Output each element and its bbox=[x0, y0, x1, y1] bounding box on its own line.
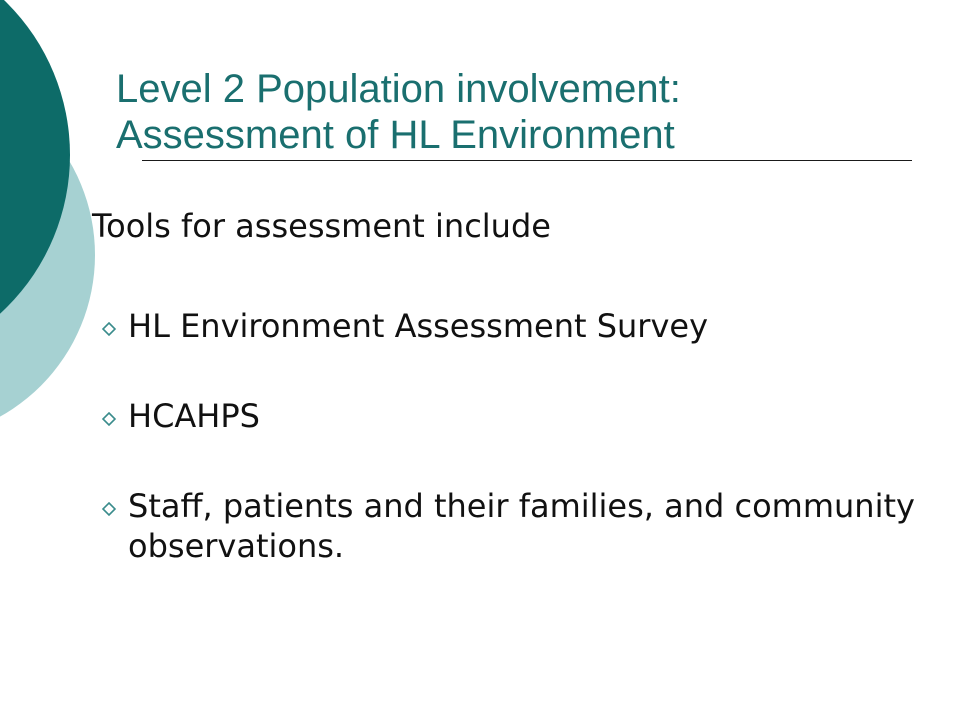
title-line-2: Assessment of HL Environment bbox=[116, 113, 675, 157]
title-underline bbox=[142, 160, 912, 161]
slide-title bbox=[116, 66, 916, 158]
hollow-diamond-icon bbox=[102, 322, 116, 336]
list-item bbox=[102, 306, 922, 346]
hollow-diamond-icon bbox=[102, 412, 116, 426]
bullet-list bbox=[102, 306, 922, 616]
bullet-text: Staff, patients and their families, and community observations. bbox=[128, 487, 915, 565]
bullet-text: HCAHPS bbox=[128, 397, 260, 435]
bullet-text: HL Environment Assessment Survey bbox=[128, 307, 708, 345]
list-item bbox=[102, 486, 922, 566]
hollow-diamond-icon bbox=[102, 502, 116, 516]
title-line-1: Level 2 Population involvement: bbox=[116, 67, 681, 111]
intro-text: Tools for assessment include bbox=[92, 207, 551, 245]
list-item bbox=[102, 396, 922, 436]
